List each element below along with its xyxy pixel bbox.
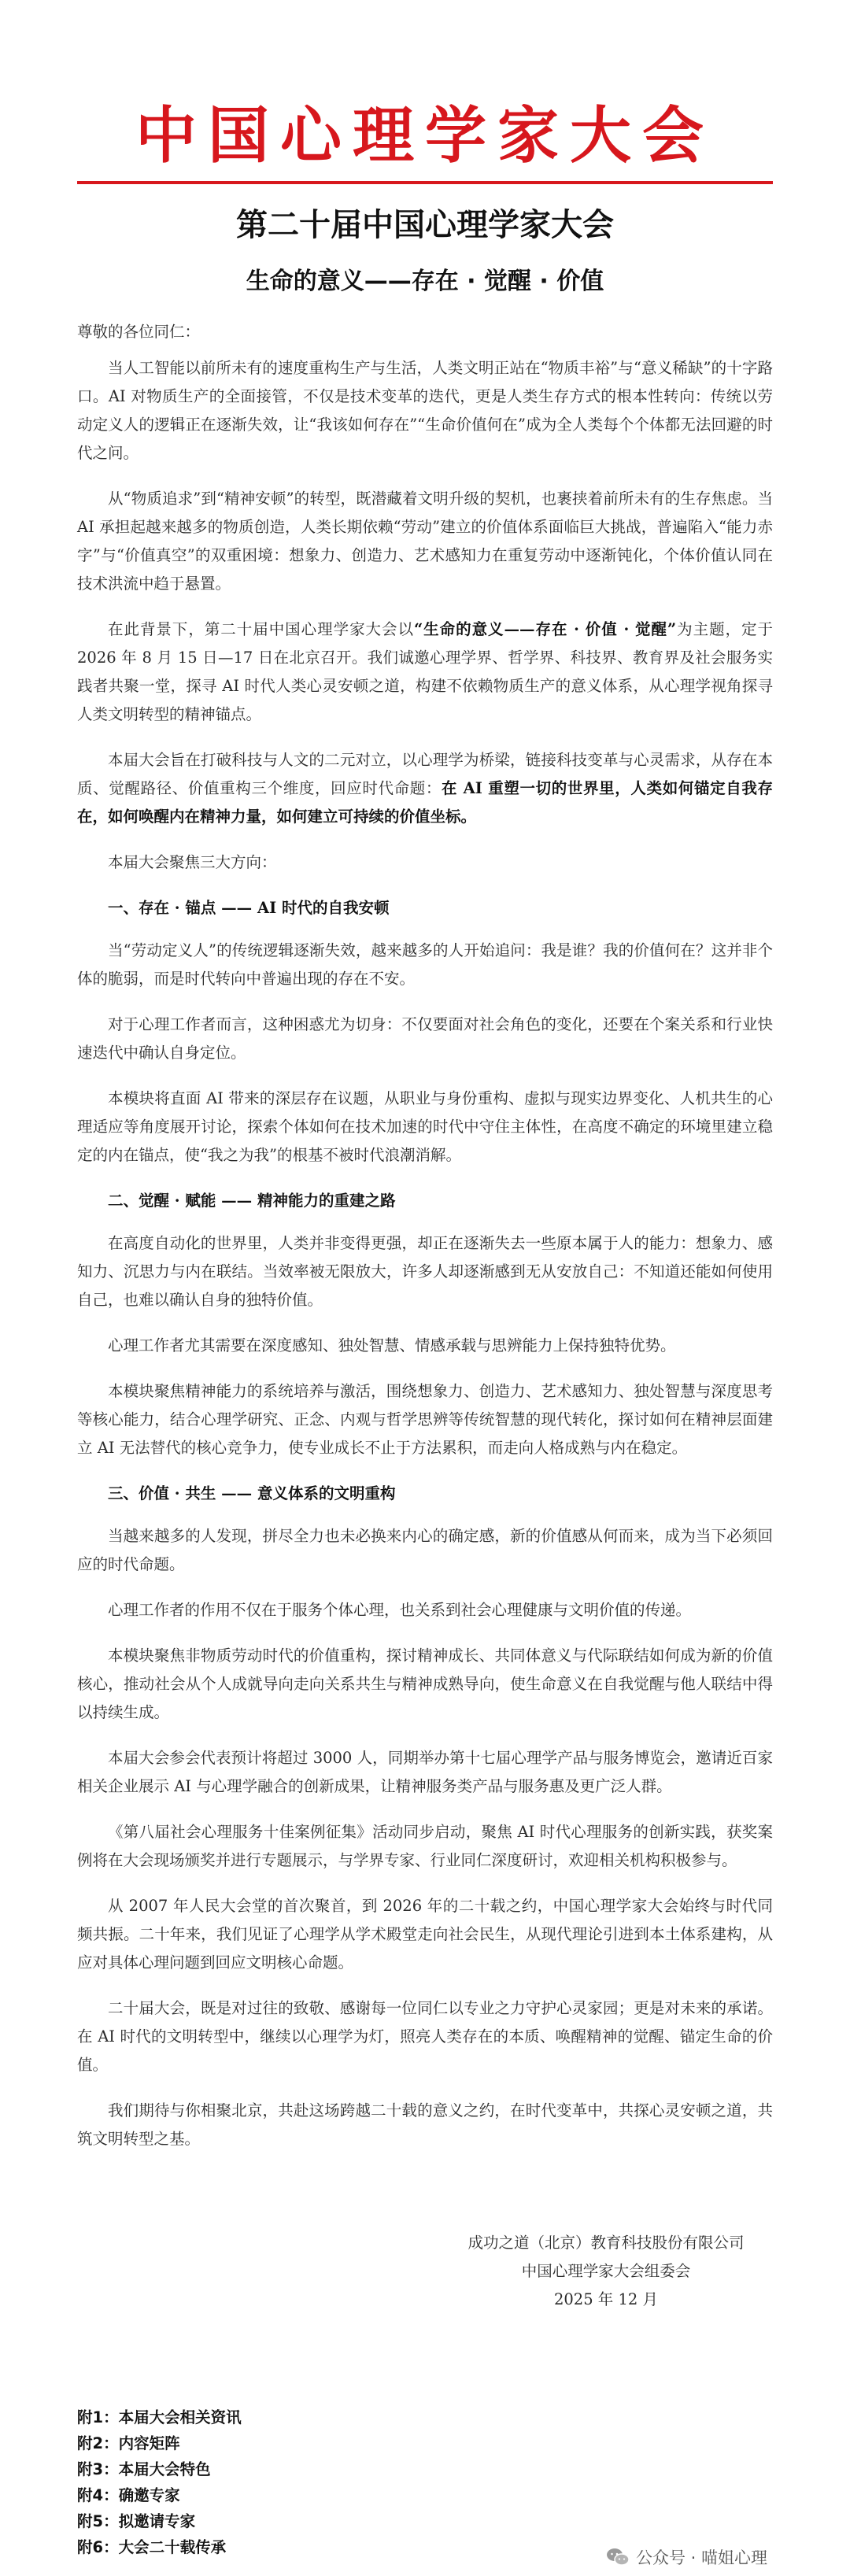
section-heading-3: 三、价值 · 共生 —— 意义体系的文明重构 [108,1484,396,1502]
goal-text: 本届大会旨在打破科技与人文的二元对立，以心理学为桥梁，链接科技变革与心灵需求，从存在本质、觉醒路径、价值重构三个维度，回应时代命题： [77,751,773,797]
goal-proposition: 在 AI 重塑一切的世界里，人类如何锚定自我存在，如何唤醒内在精神力量，如何建立可持续的价值坐标。 [77,779,773,826]
page-title: 第二十届中国心理学家大会 [236,207,614,243]
appendix-item: 附4：确邀专家 [77,2486,180,2504]
paragraph-case-collection: 《第八届社会心理服务十佳案例征集》活动同步启动，聚焦 AI 时代心理服务的创新实践，获奖案例将在大会现场颁奖并进行专题展示，与学界专家、行业同仁深度研讨，欢迎相关机构积极参与。 [77,1823,773,1869]
section1-paragraph: 对于心理工作者而言，这种困惑尤为切身：不仅要面对社会角色的变化，还要在个案关系和行业快速迭代中确认自身定位。 [77,1015,773,1062]
paragraph-focus: 本届大会聚焦三大方向： [108,853,277,871]
wechat-icon [606,2547,630,2567]
section3-paragraph: 本模块聚焦非物质劳动时代的价值重构，探讨精神成长、共同体意义与代际联结如何成为新的价值核心，推动社会从个人成就导向走向关系共生与精神成熟导向，使生命意义在自我觉醒与他人联结中得以持续生成。 [77,1646,773,1721]
theme-title: “生命的意义——存在 · 价值 · 觉醒” [413,620,677,638]
signature-block [441,2229,771,2314]
paragraph-attendance: 本届大会参会代表预计将超过 3000 人，同期举办第十七届心理学产品与服务博览会，邀请近百家相关企业展示 AI 与心理学融合的创新成果，让精神服务类产品与服务惠及更广泛人群。 [77,1749,773,1795]
appendix-item: 附6：大会二十载传承 [77,2538,227,2556]
letter-body [77,318,773,2171]
watermark-text: 公众号 · 喵姐心理 [636,2548,768,2567]
section3-paragraph: 当越来越多的人发现，拼尽全力也未必换来内心的确定感，新的价值感从何而来，成为当下必须回应的时代命题。 [77,1527,773,1573]
appendix-item: 附2：内容矩阵 [77,2434,180,2452]
signature-date: 2025 年 12 月 [553,2290,659,2308]
signature-committee: 中国心理学家大会组委会 [521,2262,691,2280]
appendix-item: 附1：本届大会相关资讯 [77,2408,242,2426]
section-heading-1: 一、存在 · 锚点 —— AI 时代的自我安顿 [108,899,390,917]
paragraph-transition: 从“物质追求”到“精神安顿”的转型，既潜藏着文明升级的契机，也裹挟着前所未有的生存焦虑。当 AI 承担起越来越多的物质创造，人类长期依赖“劳动”建立的价值体系面临巨大挑战，普遍陷入“能力赤字”与“价值真空”的双重困境：想象力、创造力、艺术感知力在重复劳动中逐渐钝化，个体价值认同在技术洪流中趋于悬置。 [77,490,773,593]
appendix-item: 附5：拟邀请专家 [77,2512,196,2530]
greeting: 尊敬的各位同仁： [77,323,201,341]
banner-divider [77,181,773,184]
appendix-list [77,2404,518,2560]
section2-paragraph: 心理工作者尤其需要在深度感知、独处智慧、情感承载与思辨能力上保持独特优势。 [108,1336,676,1355]
page-subtitle: 生命的意义——存在 · 觉醒 · 价值 [246,268,604,295]
section1-paragraph: 本模块将直面 AI 带来的深层存在议题，从职业与身份重构、虚拟与现实边界变化、人机共生的心理适应等角度展开讨论，探索个体如何在技术加速的时代中守住主体性，在高度不确定的环境里建立稳定的内在锚点，使“我之为我”的根基不被时代浪潮消解。 [77,1089,773,1164]
section3-paragraph: 心理工作者的作用不仅在于服务个体心理，也关系到社会心理健康与文明价值的传递。 [108,1601,692,1619]
paragraph-intro: 当人工智能以前所未有的速度重构生产与生活，人类文明正站在“物质丰裕”与“意义稀缺”的十字路口。AI 对物质生产的全面接管，不仅是技术变革的迭代，更是人类生存方式的根本性转向：传统以劳动定义人的逻辑正在逐渐失效，让“我该如何存在”“生命价值何在”成为全人类每个个体都无法回避的时代之问。 [77,359,773,462]
paragraph-commitment: 二十届大会，既是对过往的致敬、感谢每一位同仁以专业之力守护心灵家园；更是对未来的承诺。在 AI 时代的文明转型中，继续以心理学为灯，照亮人类存在的本质、唤醒精神的觉醒、锚定生命的价值。 [77,1999,773,2074]
appendix-item: 附3：本届大会特色 [77,2460,211,2478]
paragraph-invitation: 我们期待与你相聚北京，共赴这场跨越二十载的意义之约，在时代变革中，共探心灵安顿之道，共筑文明转型之基。 [77,2101,773,2148]
section2-paragraph: 本模块聚焦精神能力的系统培养与激活，围绕想象力、创造力、艺术感知力、独处智慧与深度思考等核心能力，结合心理学研究、正念、内观与哲学思辨等传统智慧的现代转化，探讨如何在精神层面建立 AI 无法替代的核心竞争力，使专业成长不止于方法累积，而走向人格成熟与内在稳定。 [77,1382,773,1457]
theme-text-after: 为主题，定于 2026 年 8 月 15 日—17 日在北京召开。我们诚邀心理学界、哲学界、科技界、教育界及社会服务实践者共聚一堂，探寻 AI 时代人类心灵安顿之道，构建不依赖物质生产的意义体系，从心理学视角探寻人类文明转型的精神锚点。 [77,620,773,723]
paragraph-history: 从 2007 年人民大会堂的首次聚首，到 2026 年的二十载之约，中国心理学家大会始终与时代同频共振。二十年来，我们见证了心理学从学术殿堂走向社会民生，从现代理论引进到本土体系建构，从应对具体心理问题到回应文明核心命题。 [77,1897,773,1972]
paragraph-goal [77,746,773,831]
paragraph-theme [77,615,773,729]
theme-text-before: 在此背景下，第二十届中国心理学家大会以 [108,620,414,638]
section-heading-2: 二、觉醒 · 赋能 —— 精神能力的重建之路 [108,1192,396,1210]
banner-title: 中国心理学家大会 [135,101,715,172]
section1-paragraph: 当“劳动定义人”的传统逻辑逐渐失效，越来越多的人开始追问：我是谁？我的价值何在？这并非个体的脆弱，而是时代转向中普遍出现的存在不安。 [77,941,773,988]
signature-company: 成功之道（北京）教育科技股份有限公司 [468,2234,745,2252]
section2-paragraph: 在高度自动化的世界里，人类并非变得更强，却正在逐渐失去一些原本属于人的能力：想象力、感知力、沉思力与内在联结。当效率被无限放大，许多人却逐渐感到无从安放自己：不知道还能如何使用自己，也难以确认自身的独特价值。 [77,1234,773,1309]
watermark [606,2544,767,2570]
